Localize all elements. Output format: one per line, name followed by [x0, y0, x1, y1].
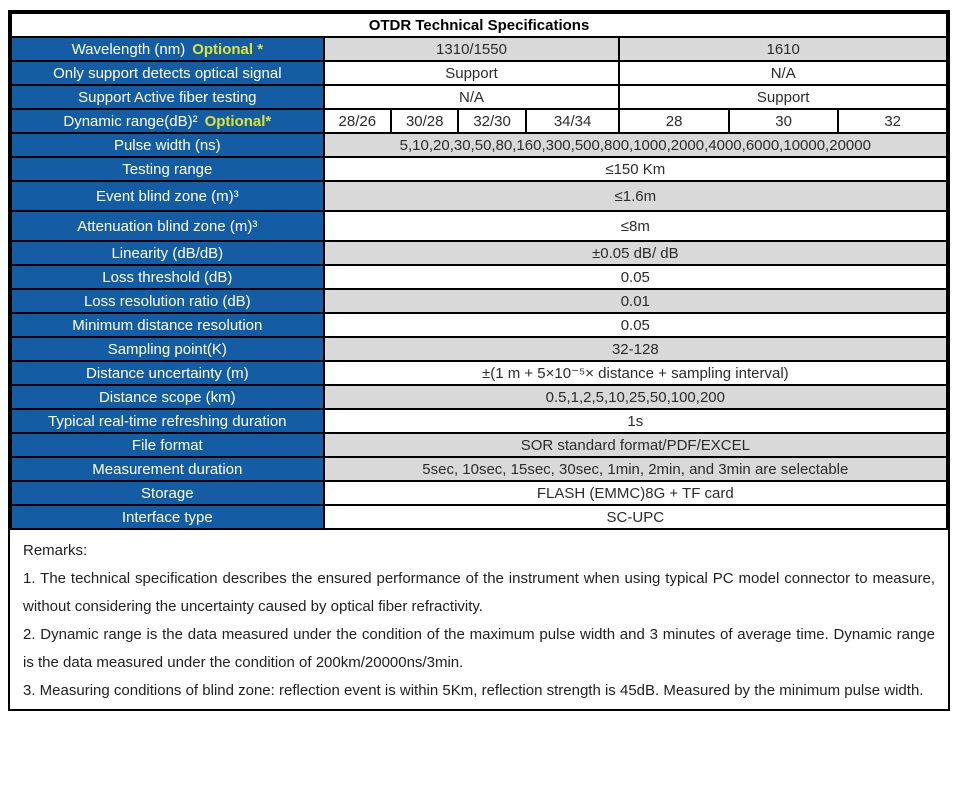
spec-row	[11, 85, 947, 109]
spec-label	[11, 211, 324, 241]
spec-row	[11, 181, 947, 211]
spec-table	[10, 12, 948, 530]
spec-label	[11, 289, 324, 313]
spec-label-text: Only support detects optical signal	[53, 64, 282, 82]
optional-flag: Optional*	[204, 112, 272, 130]
spec-value: 28	[619, 109, 729, 133]
spec-value: 0.01	[324, 289, 947, 313]
spec-value: 34/34	[526, 109, 620, 133]
remark-item: 1. The technical specification describes the ensured performance of the instrument when using typical PC model connector to measure, without considering the uncertainty caused by optical fiber refractivity.	[23, 570, 935, 615]
spec-row	[11, 433, 947, 457]
spec-label	[11, 109, 324, 133]
spec-label-text: Dynamic range(dB)²	[63, 112, 198, 130]
spec-row	[11, 505, 947, 529]
spec-value: 1310/1550	[324, 37, 620, 61]
spec-value: 32	[838, 109, 947, 133]
spec-row	[11, 313, 947, 337]
spec-value: 5,10,20,30,50,80,160,300,500,800,1000,2000,4000,6000,10000,20000	[324, 133, 947, 157]
spec-label-text: Loss threshold (dB)	[102, 268, 233, 286]
spec-label-text: Minimum distance resolution	[72, 316, 263, 334]
table-title: OTDR Technical Specifications	[11, 13, 947, 37]
spec-label	[11, 181, 324, 211]
spec-row	[11, 157, 947, 181]
spec-label	[11, 133, 324, 157]
spec-value: 28/26	[324, 109, 391, 133]
spec-value: ≤150 Km	[324, 157, 947, 181]
spec-label	[11, 481, 324, 505]
spec-label-text: Storage	[141, 484, 194, 502]
spec-label-text: Linearity (dB/dB)	[111, 244, 224, 262]
remarks-section	[10, 530, 948, 709]
spec-label-text: Distance scope (km)	[98, 388, 236, 406]
remarks-title: Remarks:	[23, 542, 88, 559]
spec-value: ±0.05 dB/ dB	[324, 241, 947, 265]
spec-row	[11, 457, 947, 481]
title-row	[11, 13, 947, 37]
spec-value: 0.05	[324, 313, 947, 337]
spec-value: SOR standard format/PDF/EXCEL	[324, 433, 947, 457]
spec-label	[11, 361, 324, 385]
spec-label	[11, 241, 324, 265]
spec-row	[11, 265, 947, 289]
spec-row	[11, 361, 947, 385]
spec-row	[11, 37, 947, 61]
spec-value: 1610	[619, 37, 947, 61]
spec-value: 30	[729, 109, 839, 133]
spec-row	[11, 133, 947, 157]
spec-label-text: Wavelength (nm)	[71, 40, 186, 58]
spec-row	[11, 409, 947, 433]
spec-value: ≤1.6m	[324, 181, 947, 211]
spec-value: 0.05	[324, 265, 947, 289]
spec-label	[11, 265, 324, 289]
spec-value: Support	[324, 61, 620, 85]
spec-label	[11, 61, 324, 85]
spec-value: ≤8m	[324, 211, 947, 241]
spec-label	[11, 313, 324, 337]
spec-row	[11, 211, 947, 241]
spec-row	[11, 289, 947, 313]
spec-label	[11, 457, 324, 481]
optional-flag: Optional *	[192, 40, 264, 58]
spec-label	[11, 409, 324, 433]
spec-value: 30/28	[391, 109, 458, 133]
spec-label-text: Support Active fiber testing	[78, 88, 257, 106]
spec-value: 0.5,1,2,5,10,25,50,100,200	[324, 385, 947, 409]
spec-label	[11, 337, 324, 361]
spec-label-text: File format	[131, 436, 203, 454]
remark-item: 3. Measuring conditions of blind zone: reflection event is within 5Km, reflection strength is 45dB. Measured by the minimum pulse width.	[23, 682, 924, 699]
spec-value: 32-128	[324, 337, 947, 361]
spec-label-text: Pulse width (ns)	[113, 136, 221, 154]
spec-value: SC-UPC	[324, 505, 947, 529]
spec-label-text: Event blind zone (m)³	[96, 187, 239, 205]
spec-label	[11, 157, 324, 181]
spec-label-text: Measurement duration	[92, 460, 243, 478]
spec-label-text: Attenuation blind zone (m)³	[77, 217, 258, 235]
spec-value: Support	[619, 85, 947, 109]
spec-value: FLASH (EMMC)8G + TF card	[324, 481, 947, 505]
spec-row	[11, 385, 947, 409]
spec-row	[11, 481, 947, 505]
spec-sheet	[8, 10, 950, 711]
spec-label-text: Distance uncertainty (m)	[86, 364, 249, 382]
spec-label	[11, 433, 324, 457]
spec-value: N/A	[324, 85, 620, 109]
remark-item: 2. Dynamic range is the data measured under the condition of the maximum pulse width and 3 minutes of average time. Dynamic range is the data measured under the condition of 200km/20000ns/3min.	[23, 626, 935, 671]
spec-row	[11, 61, 947, 85]
spec-label-text: Sampling point(K)	[107, 340, 227, 358]
spec-label-text: Interface type	[121, 508, 213, 526]
spec-value: 5sec, 10sec, 15sec, 30sec, 1min, 2min, and 3min are selectable	[324, 457, 947, 481]
spec-label	[11, 85, 324, 109]
spec-label	[11, 385, 324, 409]
spec-value: 32/30	[458, 109, 525, 133]
spec-label	[11, 37, 324, 61]
spec-label-text: Testing range	[122, 160, 213, 178]
spec-value: 1s	[324, 409, 947, 433]
spec-row	[11, 337, 947, 361]
spec-label-text: Typical real-time refreshing duration	[48, 412, 287, 430]
spec-label-text: Loss resolution ratio (dB)	[83, 292, 251, 310]
spec-value: ±(1 m + 5×10⁻⁵× distance + sampling interval)	[324, 361, 947, 385]
spec-row	[11, 109, 947, 133]
spec-label	[11, 505, 324, 529]
spec-row	[11, 241, 947, 265]
spec-value: N/A	[619, 61, 947, 85]
